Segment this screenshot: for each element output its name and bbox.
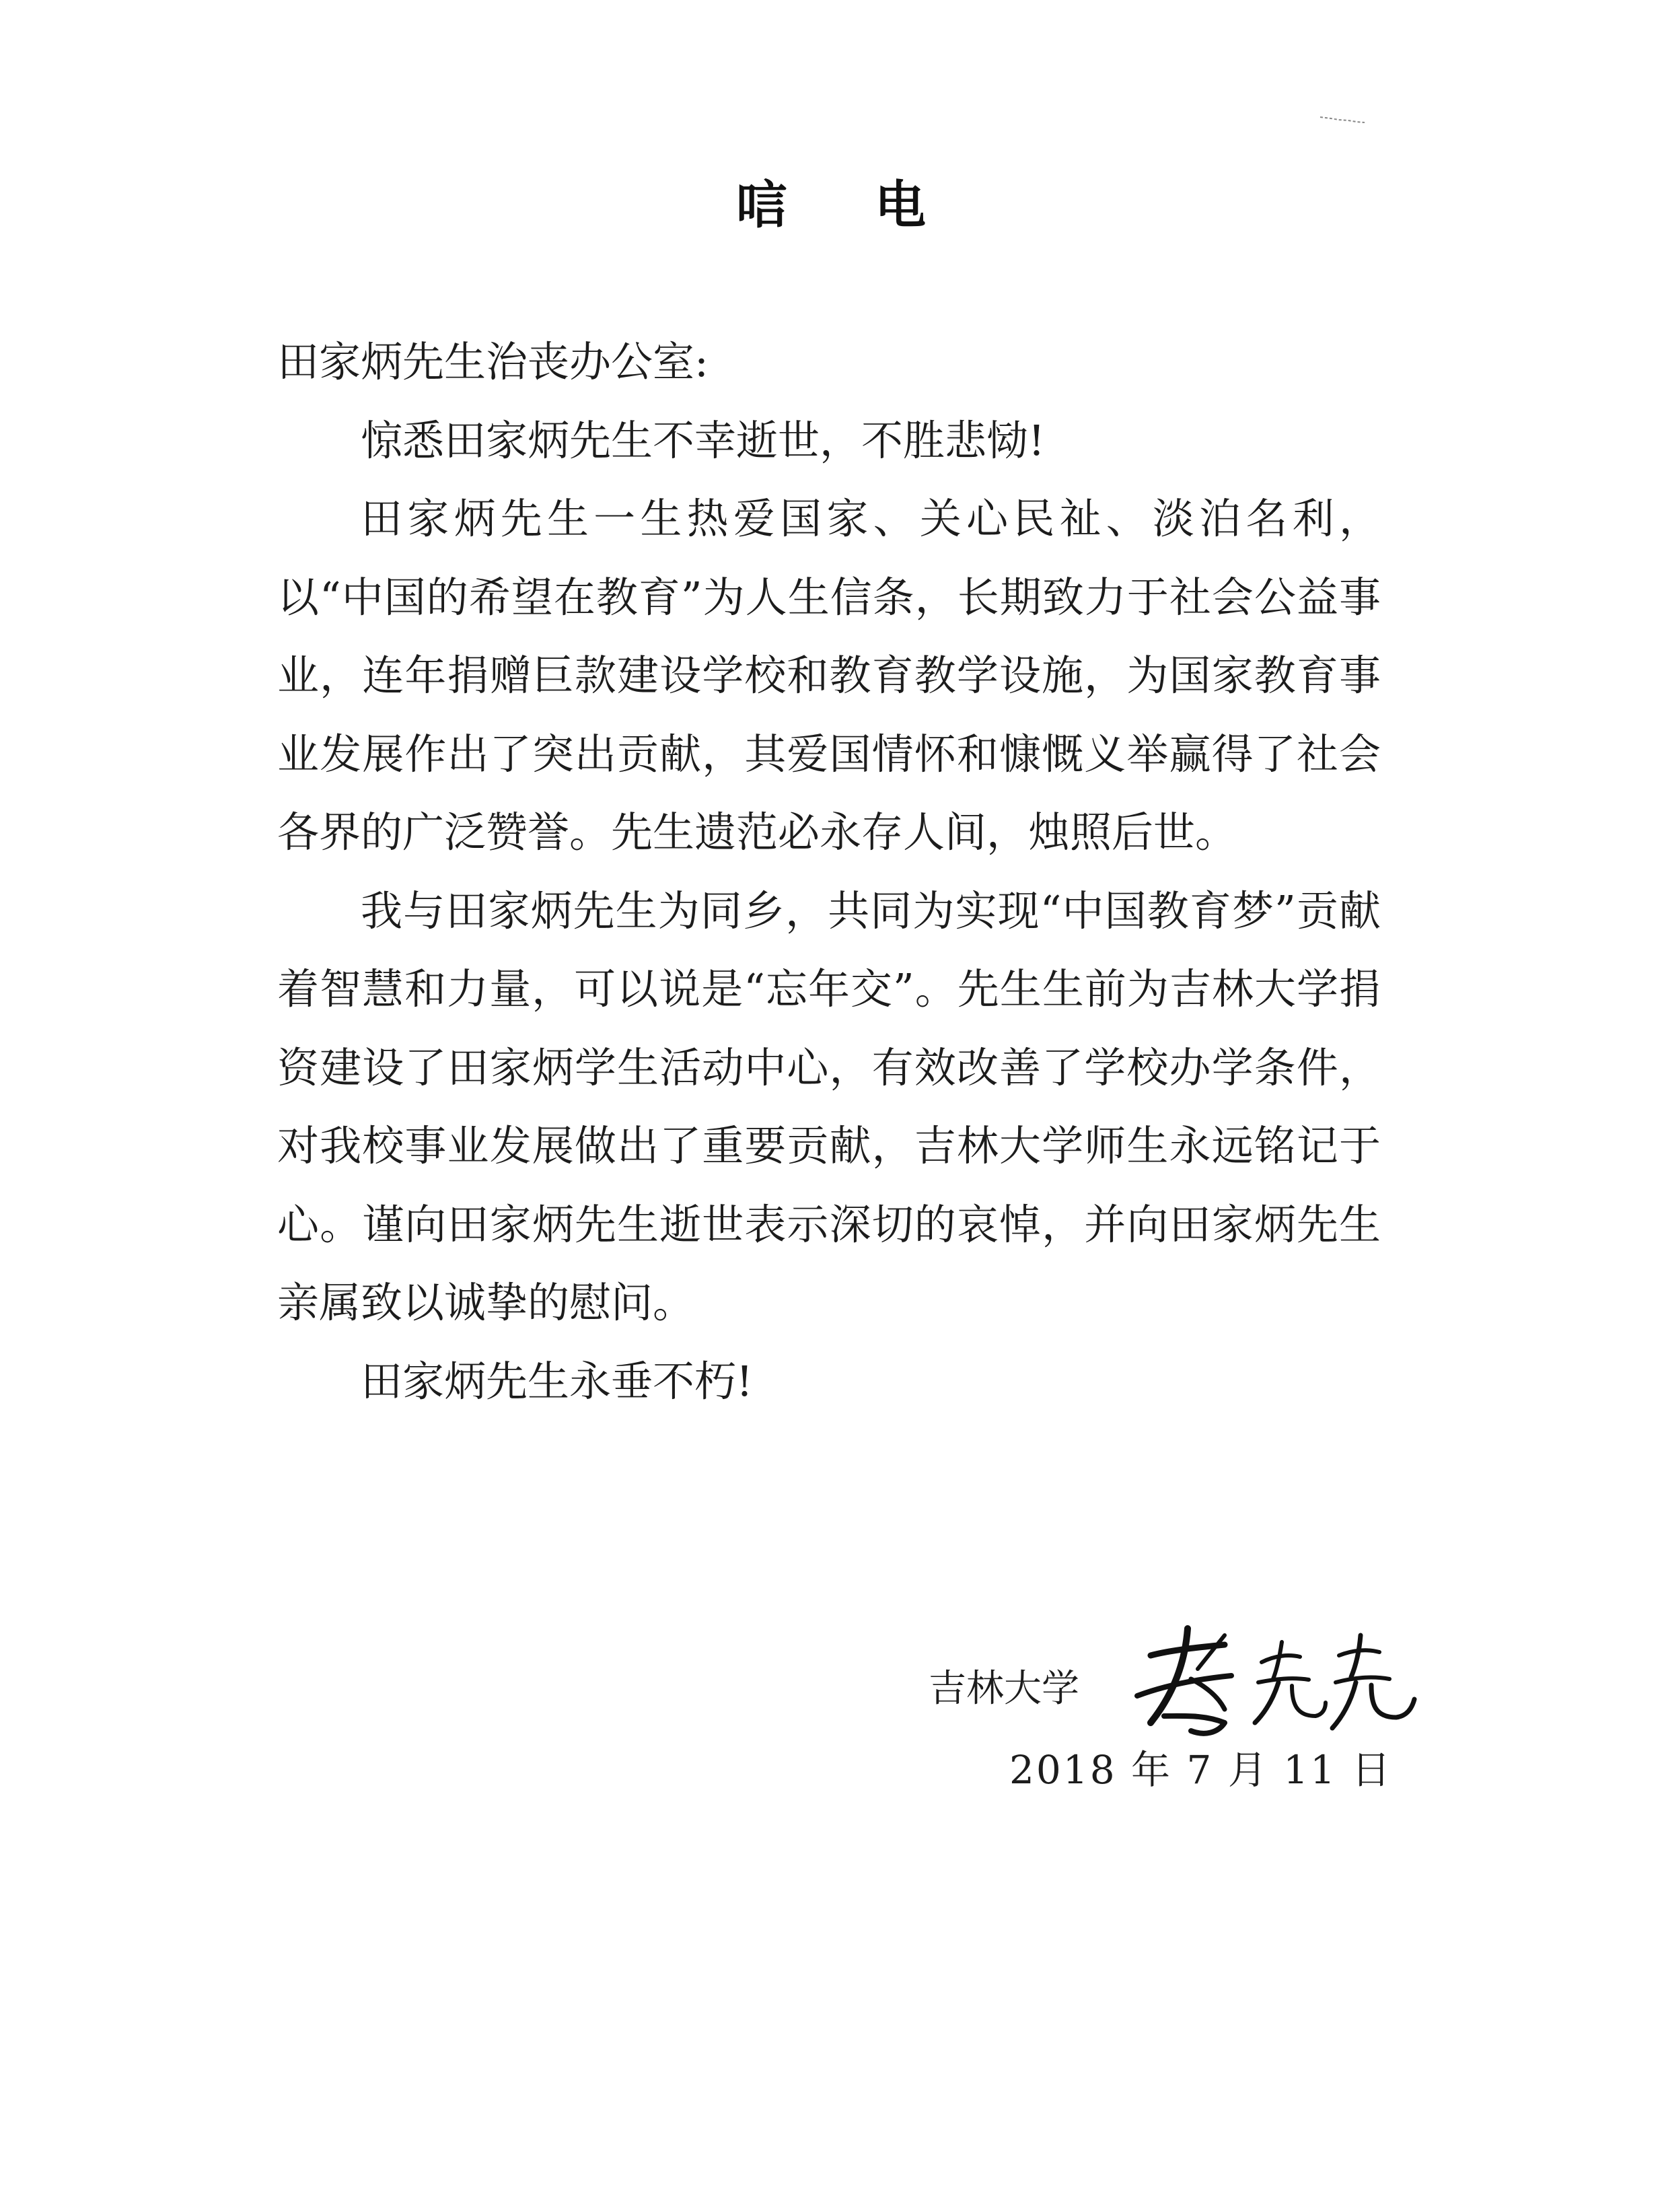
- sender-organization: 吉林大学: [929, 1667, 1079, 1711]
- paragraph-tribute: 田家炳先生一生热爱国家、关心民祉、淡泊名利，以“中国的希望在教育”为人生信条，长期致力于社会公益事业，连年捐赠巨款建设学校和教育教学设施，为国家教育事业发展作出了突出贡献，其爱国情怀和慷慨义举赢得了社会各界的广泛赞誉。先生遗范必永存人间，烛照后世。: [277, 494, 1381, 857]
- paragraph-condolence: 惊悉田家炳先生不幸逝世，不胜悲恸!: [361, 415, 1045, 465]
- letter-title: 唁电: [736, 175, 1013, 235]
- letter-body: [277, 323, 1381, 1421]
- handwritten-signature: [1124, 1615, 1420, 1743]
- signature-block: [922, 1615, 1433, 1817]
- paragraph-relationship: 我与田家炳先生为同乡，共同为实现“中国教育梦”贡献着智慧和力量，可以说是“忘年交”。先生生前为吉林大学捐资建设了田家炳学生活动中心，有效改善了学校办学条件，对我校事业发展做出了重要贡献，吉林大学师生永远铭记于心。谨向田家炳先生逝世表示深切的哀悼，并向田家炳先生亲属致以诚挚的慰问。: [277, 886, 1381, 1327]
- scan-artifact: [1319, 114, 1366, 124]
- salutation: 田家炳先生治丧办公室:: [277, 337, 709, 386]
- paragraph-closing: 田家炳先生永垂不朽!: [361, 1356, 753, 1406]
- letter-date: 2018 年 7 月 11 日: [1009, 1747, 1393, 1793]
